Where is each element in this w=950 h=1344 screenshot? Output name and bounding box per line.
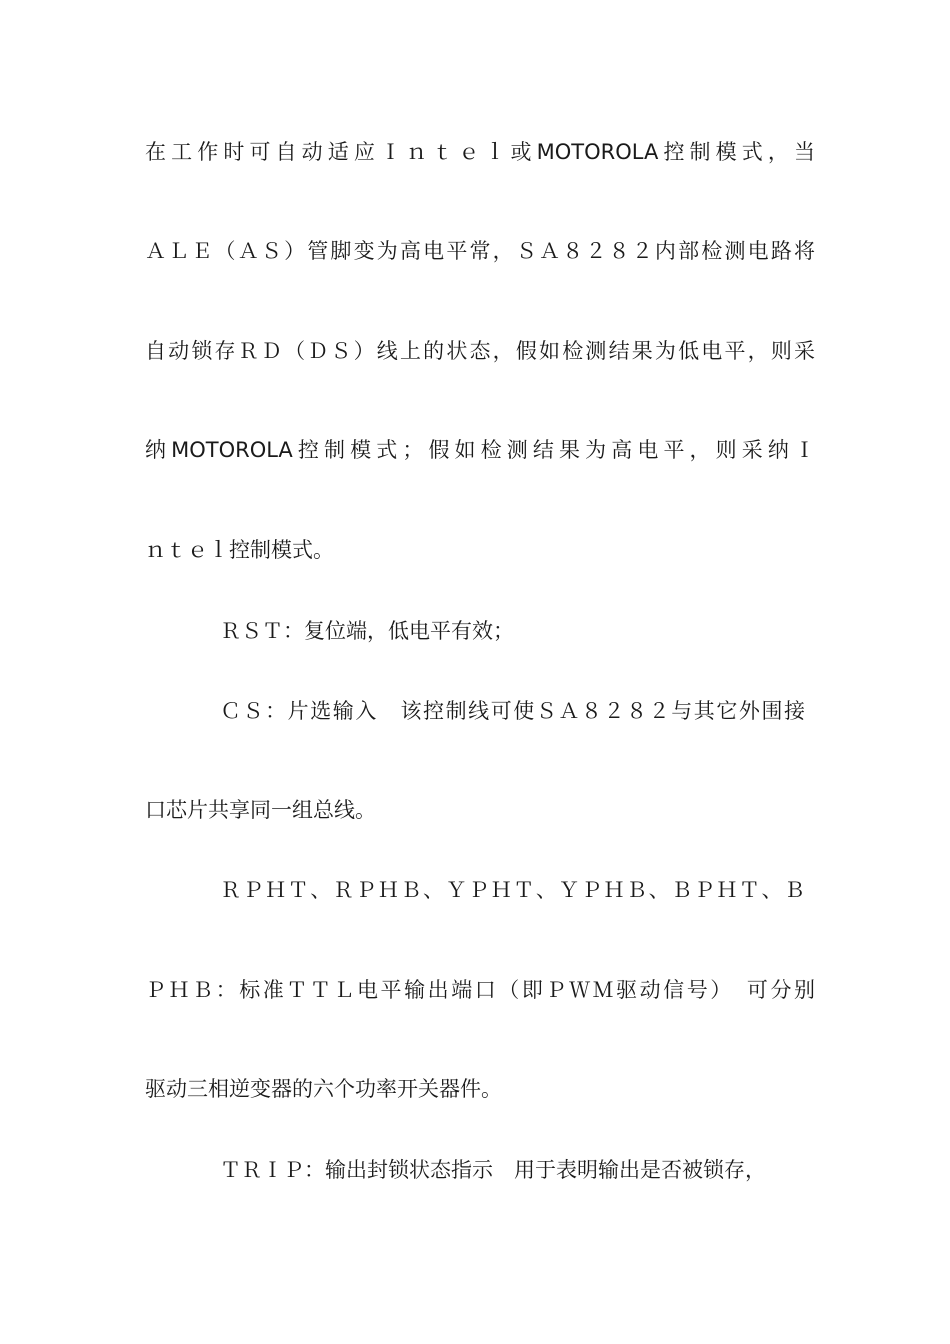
paragraph-line: ＲＰＨＴ、ＲＰＨＢ、ＹＰＨＴ、ＹＰＨＢ、ＢＰＨＴ、Ｂ <box>220 878 805 902</box>
paragraph-line: 自动锁存ＲＤ（ＤＳ）线上的状态，假如检测结果为低电平，则采 <box>145 339 815 363</box>
paragraph-line: 在工作时可自动适应Ｉｎｔｅｌ或MOTOROLA控制模式，当 <box>145 140 815 164</box>
paragraph-line: ＣＳ：片选输入 该控制线可使ＳＡ８２８２与其它外围接 <box>220 699 805 723</box>
paragraph-line: ＴＲＩＰ：输出封锁状态指示 用于表明输出是否被锁存， <box>220 1158 766 1182</box>
paragraph-line: ＡＬＥ（ＡＳ）管脚变为高电平常，ＳＡ８２８２内部检测电路将 <box>145 239 815 263</box>
paragraph-line: 纳MOTOROLA控制模式；假如检测结果为高电平，则采纳Ｉ <box>145 438 815 462</box>
paragraph-line: ＲＳＴ：复位端，低电平有效； <box>220 619 514 643</box>
paragraph-line: 口芯片共享同一组总线。 <box>145 798 376 822</box>
paragraph-line: ＰＨＢ：标准ＴＴＬ电平输出端口（即ＰＷＭ驱动信号） 可分别 <box>145 978 815 1002</box>
paragraph-line: 驱动三相逆变器的六个功率开关器件。 <box>145 1077 502 1101</box>
paragraph-line: ｎｔｅｌ控制模式。 <box>145 538 334 562</box>
